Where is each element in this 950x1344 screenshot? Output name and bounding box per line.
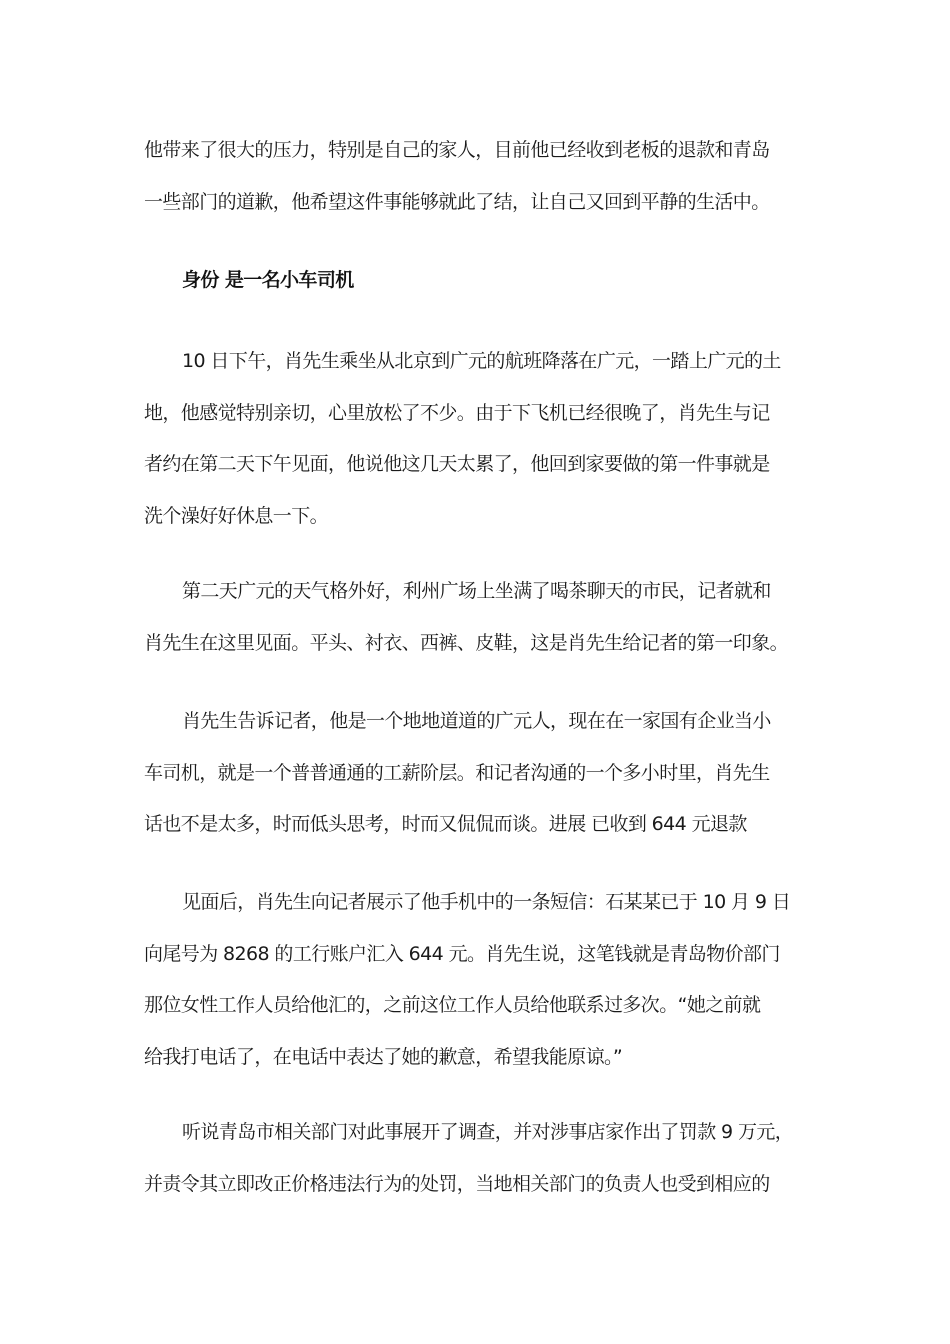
paragraph-line: 洗个澡好好休息一下。 bbox=[144, 504, 329, 527]
paragraph-0 bbox=[144, 125, 824, 228]
section-heading bbox=[144, 255, 824, 307]
paragraph-line: 向尾号为 8268 的工行账户汇入 644 元。肖先生说，这笔钱就是青岛物价部门 bbox=[144, 942, 780, 965]
paragraph-line: 肖先生告诉记者，他是一个地地道道的广元人，现在在一家国有企业当小 bbox=[182, 710, 771, 732]
paragraph-2 bbox=[144, 336, 824, 542]
paragraph-4 bbox=[144, 696, 824, 851]
paragraph-line: 者约在第二天下午见面，他说他这几天太累了，他回到家要做的第一件事就是 bbox=[144, 453, 770, 475]
paragraph-3 bbox=[144, 566, 824, 669]
paragraph-5 bbox=[144, 877, 824, 1083]
paragraph-line: 车司机，就是一个普普通通的工薪阶层。和记者沟通的一个多小时里，肖先生 bbox=[144, 761, 770, 784]
paragraph-line: 话也不是太多，时而低头思考，时而又侃侃而谈。进展 已收到 644 元退款 bbox=[144, 813, 747, 835]
paragraph-line: 他带来了很大的压力，特别是自己的家人，目前他已经收到老板的退款和青岛 bbox=[144, 139, 770, 161]
paragraph-line: 并责令其立即改正价格违法行为的处罚，当地相关部门的负责人也受到相应的 bbox=[144, 1172, 770, 1195]
paragraph-line: 见面后，肖先生向记者展示了他手机中的一条短信：石某某已于 10 月 9 日 bbox=[182, 891, 791, 913]
paragraph-line: 一些部门的道歉，他希望这件事能够就此了结，让自己又回到平静的生活中。 bbox=[144, 190, 770, 213]
paragraph-line: 那位女性工作人员给他汇的，之前这位工作人员给他联系过多次。“她之前就 bbox=[144, 994, 761, 1016]
paragraph-line: 听说青岛市相关部门对此事展开了调查，并对涉事店家作出了罚款 9 万元， bbox=[182, 1121, 794, 1143]
heading-text: 身份 是一名小车司机 bbox=[182, 269, 354, 291]
paragraph-line: 给我打电话了，在电话中表达了她的歉意，希望我能原谅。” bbox=[144, 1045, 623, 1068]
paragraph-6 bbox=[144, 1107, 824, 1210]
paragraph-line: 第二天广元的天气格外好，利州广场上坐满了喝茶聊天的市民，记者就和 bbox=[182, 580, 771, 602]
paragraph-line: 地，他感觉特别亲切，心里放松了不少。由于下飞机已经很晚了，肖先生与记 bbox=[144, 401, 770, 424]
paragraph-line: 10 日下午，肖先生乘坐从北京到广元的航班降落在广元，一踏上广元的土 bbox=[182, 350, 781, 372]
paragraph-line: 肖先生在这里见面。平头、衬衣、西裤、皮鞋，这是肖先生给记者的第一印象。 bbox=[144, 631, 789, 654]
